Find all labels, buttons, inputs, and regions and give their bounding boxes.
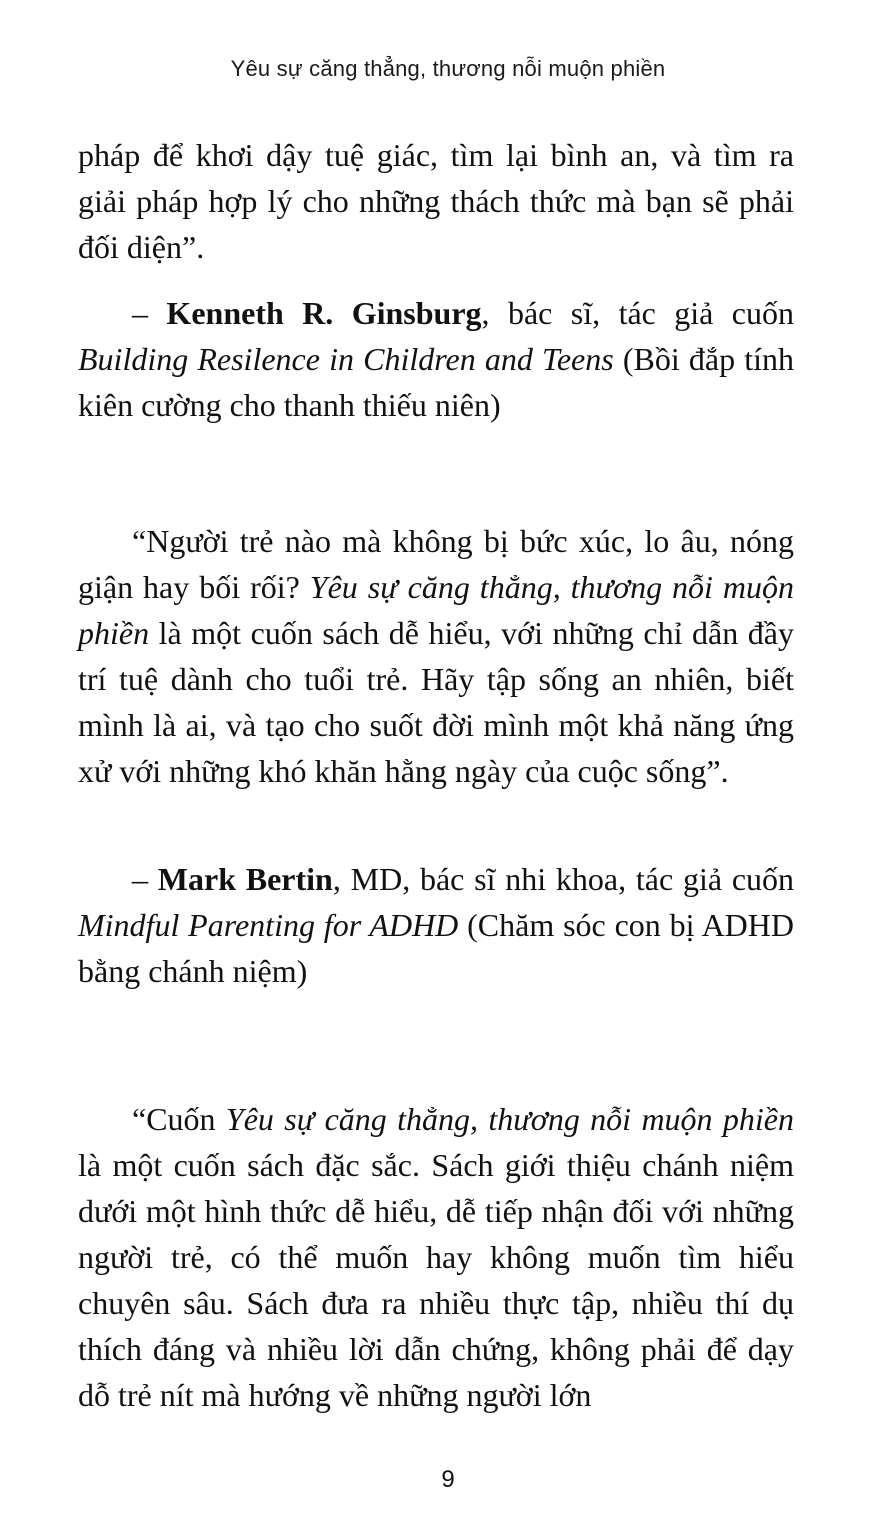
quote-rest: là một cuốn sách dễ hiểu, với những chỉ dẫn đầy trí tuệ dành cho tuổi trẻ. Hãy tập sống an nhiên, biết mình là ai, và tạo cho suốt đời mình một khả năng ứng xử với những khó khăn hằng ngày của cuộc sống”. <box>78 615 794 789</box>
quote-rest: là một cuốn sách đặc sắc. Sách giới thiệu chánh niệm dưới một hình thức dễ hiểu, dễ tiếp nhận đối với những người trẻ, có thể muốn hay không muốn tìm hiểu chuyên sâu. Sách đưa ra nhiều thực tập, nhiều thí dụ thích đáng và nhiều lời dẫn chứng, không phải để dạy dỗ trẻ nít mà hướng về những người lớn <box>78 1147 794 1413</box>
running-header: Yêu sự căng thẳng, thương nỗi muộn phiền <box>230 56 666 81</box>
author-role: , bác sĩ, tác giả cuốn <box>481 295 794 331</box>
author-name: Kenneth R. Ginsburg <box>166 295 482 331</box>
book-title: Mindful Parenting for ADHD <box>78 907 459 943</box>
attribution-ginsburg <box>78 290 794 428</box>
author-name: Mark Bertin <box>157 861 333 897</box>
book-translation: (Bồi đắp tính kiên cường cho thanh thiếu niên) <box>78 341 795 423</box>
quote-third <box>78 1096 794 1418</box>
attribution-dash: – <box>132 861 158 897</box>
attribution-dash: – <box>132 295 167 331</box>
book-title: Building Resilence in Children and Teens <box>78 341 614 377</box>
quote-bertin <box>78 518 794 794</box>
quote-open: “Người trẻ nào mà không bị bức xúc, lo âu, nóng giận hay bối rối? <box>78 523 794 605</box>
page-number: 9 <box>441 1466 455 1493</box>
attribution-bertin <box>78 856 794 994</box>
quote-book-title: Yêu sự căng thẳng, thương nỗi muộn phiền <box>78 569 795 651</box>
quote-open: “Cuốn <box>132 1101 226 1137</box>
quote-book-title: Yêu sự căng thẳng, thương nỗi muộn phiền <box>225 1101 795 1137</box>
book-translation: (Chăm sóc con bị ADHD bằng chánh niệm) <box>78 907 795 989</box>
author-role: , MD, bác sĩ nhi khoa, tác giả cuốn <box>332 861 795 897</box>
intro-paragraph: pháp để khơi dậy tuệ giác, tìm lại bình an, và tìm ra giải pháp hợp lý cho những thách thức mà bạn sẽ phải đối diện”. <box>78 137 794 265</box>
